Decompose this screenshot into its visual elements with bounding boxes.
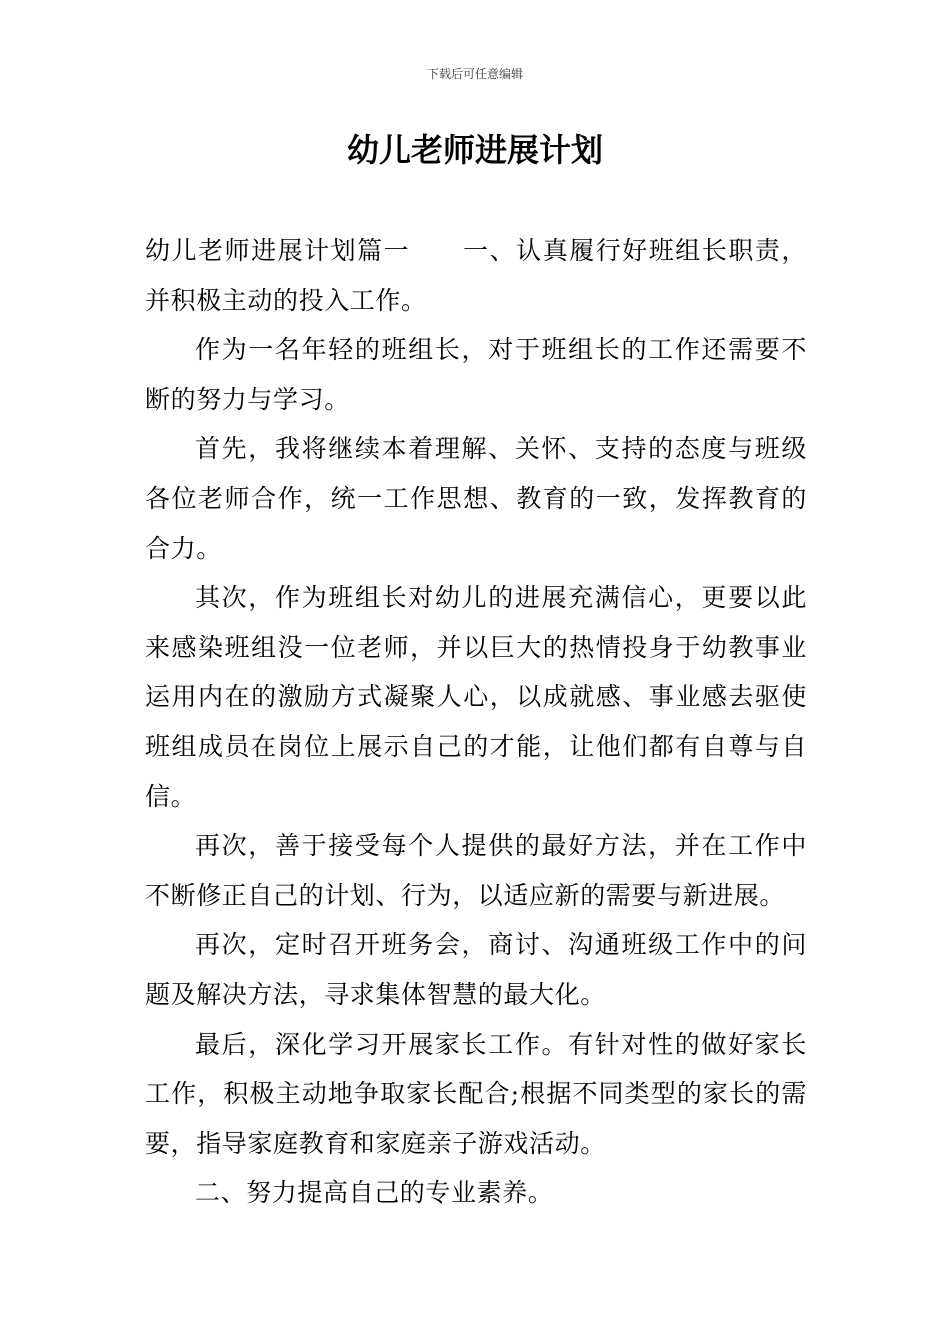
paragraph-5: 再次，定时召开班务会，商讨、沟通班级工作中的问题及解决方法，寻求集体智慧的最大化。 — [145, 930, 807, 1009]
lead-paragraph-text: 一、认真履行好班组长职责，并积极主动的投入工作。 — [145, 236, 807, 315]
document-body — [145, 226, 807, 1218]
paragraph-6: 最后，深化学习开展家长工作。有针对性的做好家长工作，积极主动地争取家长配合;根据不同类型的家长的需要，指导家庭教育和家庭亲子游戏活动。 — [145, 1029, 807, 1158]
lead-paragraph — [145, 226, 807, 325]
section-heading: 幼儿老师进展计划篇一 — [145, 236, 411, 265]
paragraph-2: 首先，我将继续本着理解、关怀、支持的态度与班级各位老师合作，统一工作思想、教育的一致，发挥教育的合力。 — [145, 434, 807, 563]
paragraph-3: 其次，作为班组长对幼儿的进展充满信心，更要以此来感染班组没一位老师，并以巨大的热情投身于幼教事业运用内在的激励方式凝聚人心，以成就感、事业感去驱使班组成员在岗位上展示自己的才能，让他们都有自尊与自信。 — [145, 583, 807, 811]
header-note: 下载后可任意编辑 — [426, 67, 523, 81]
paragraph-1: 作为一名年轻的班组长，对于班组长的工作还需要不断的努力与学习。 — [145, 335, 807, 414]
document-title: 幼儿老师进展计划 — [346, 131, 603, 169]
paragraph-4: 再次，善于接受每个人提供的最好方法，并在工作中不断修正自己的计划、行为，以适应新的需要与新进展。 — [145, 831, 807, 910]
paragraph-7: 二、努力提高自己的专业素养。 — [195, 1178, 554, 1208]
